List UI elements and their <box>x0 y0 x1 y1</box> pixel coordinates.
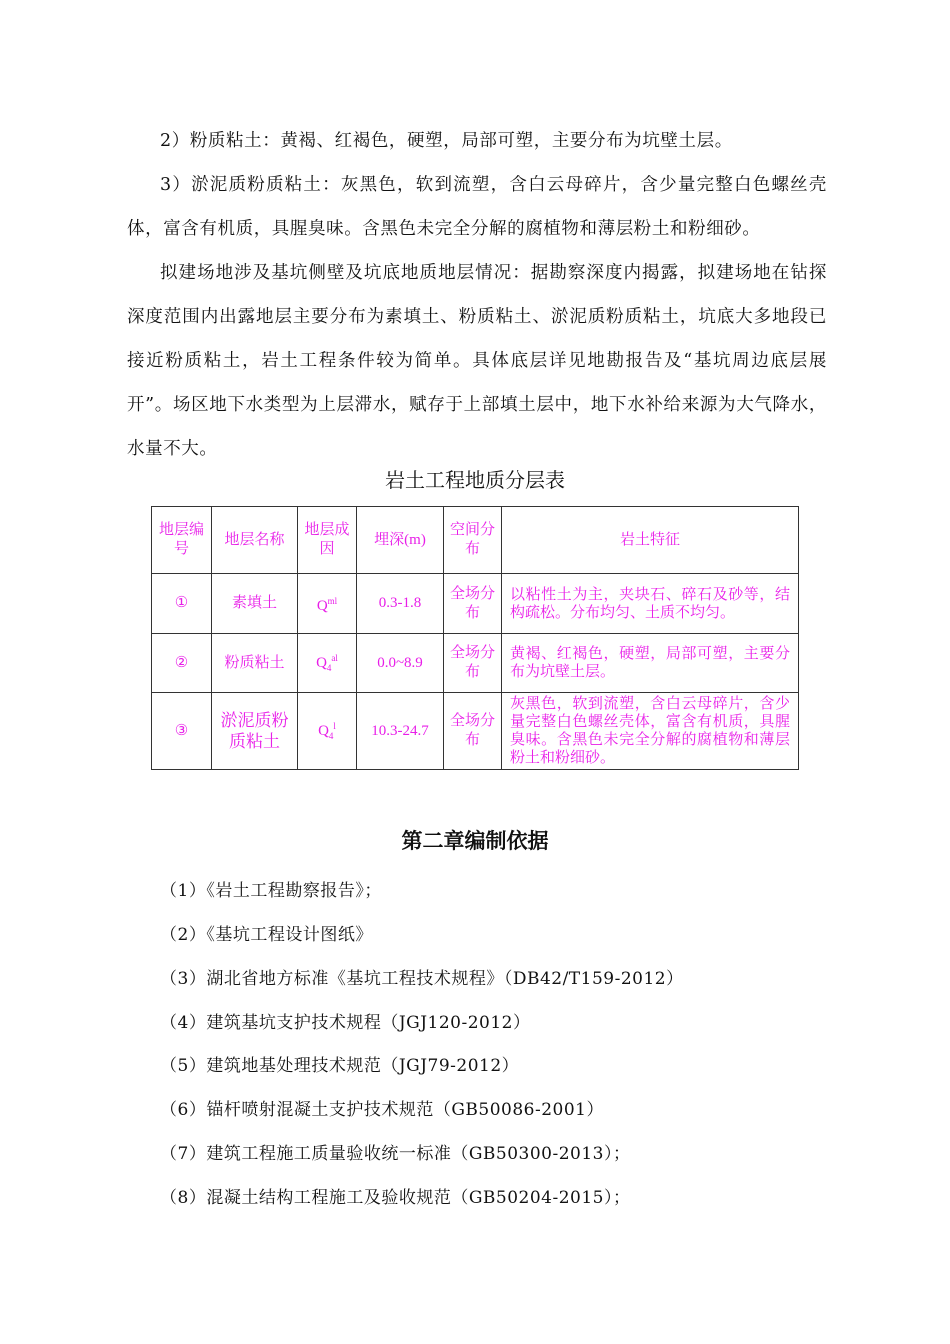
reference-item: （5）建筑地基处理技术规范（JGJ79-2012） <box>160 1056 520 1076</box>
layer-feature: 以粘性土为主，夹块石、碎石及砂等，结构疏松。分布均匀、土质不均匀。 <box>502 574 799 634</box>
reference-item: （2）《基坑工程设计图纸》 <box>160 925 373 945</box>
layer-feature: 黄褐、红褐色，硬塑，局部可塑，主要分布为坑壁土层。 <box>502 634 799 693</box>
header-cell: 空间分布 <box>444 507 502 574</box>
layer-cause: $Q_4^l$ <box>298 693 357 770</box>
layer-name: 淤泥质粉质粘土 <box>212 693 298 770</box>
layer-name: 粉质粘土 <box>212 634 298 693</box>
table-row <box>152 634 799 693</box>
paragraph: 拟建场地涉及基坑侧壁及坑底地质地层情况：据勘察深度内揭露，拟建场地在钻探深度范围内出露地层主要分布为素填土、粉质粘土、淤泥质粉质粘土，坑底大多地段已接近粉质粘土，岩土工程条件较为简单。具体底层详见地勘报告及“基坑周边底层展开”。场区地下水类型为上层滞水，赋存于上部填土层中，地下水补给来源为大气降水，水量不大。 <box>127 263 827 459</box>
layer-depth: 0.0~8.9 <box>357 634 444 693</box>
layer-distribution: 全场分布 <box>444 693 502 770</box>
layer-name: 素填土 <box>212 574 298 634</box>
paragraph: 2）粉质粘土：黄褐、红褐色，硬塑，局部可塑，主要分布为坑壁土层。 <box>160 131 733 151</box>
layer-distribution: 全场分布 <box>444 574 502 634</box>
layer-cause: $Q^{ml}$ <box>298 574 357 634</box>
reference-item: （4）建筑基坑支护技术规程（JGJ120-2012） <box>160 1013 531 1033</box>
table-header-row <box>152 507 799 574</box>
layer-number: ③ <box>152 693 212 770</box>
layer-distribution: 全场分布 <box>444 634 502 693</box>
reference-item: （3）湖北省地方标准《基坑工程技术规程》（DB42/T159-2012） <box>160 969 684 989</box>
reference-item: （8）混凝土结构工程施工及验收规范（GB50204-2015）； <box>160 1188 631 1208</box>
layer-number: ② <box>152 634 212 693</box>
reference-item: （1）《岩土工程勘察报告》； <box>160 881 382 901</box>
reference-item: （6）锚杆喷射混凝土支护技术规范（GB50086-2001） <box>160 1100 604 1120</box>
layer-number: ① <box>152 574 212 634</box>
header-cell: 岩土特征 <box>502 507 799 574</box>
reference-item: （7）建筑工程施工质量验收统一标准（GB50300-2013）； <box>160 1144 631 1164</box>
geology-table <box>151 506 799 770</box>
table-row <box>152 574 799 634</box>
header-cell: 地层名称 <box>212 507 298 574</box>
table-row <box>152 693 799 770</box>
table-title: 岩土工程地质分层表 <box>385 468 565 492</box>
layer-depth: 10.3-24.7 <box>357 693 444 770</box>
header-cell: 埋深(m) <box>357 507 444 574</box>
layer-feature: 灰黑色，软到流塑，含白云母碎片，含少量完整白色螺丝壳体，富含有机质，具腥臭味。含黑色未完全分解的腐植物和薄层粉土和粉细砂。 <box>502 693 799 770</box>
layer-depth: 0.3-1.8 <box>357 574 444 634</box>
header-cell: 地层编号 <box>152 507 212 574</box>
paragraph: 3）淤泥质粉质粘土：灰黑色，软到流塑，含白云母碎片，含少量完整白色螺丝壳体，富含有机质，具腥臭味。含黑色未完全分解的腐植物和薄层粉土和粉细砂。 <box>127 175 827 239</box>
layer-cause: $Q_4^{al}$ <box>298 634 357 693</box>
header-cell: 地层成因 <box>298 507 357 574</box>
chapter-heading: 第二章编制依据 <box>401 828 549 853</box>
